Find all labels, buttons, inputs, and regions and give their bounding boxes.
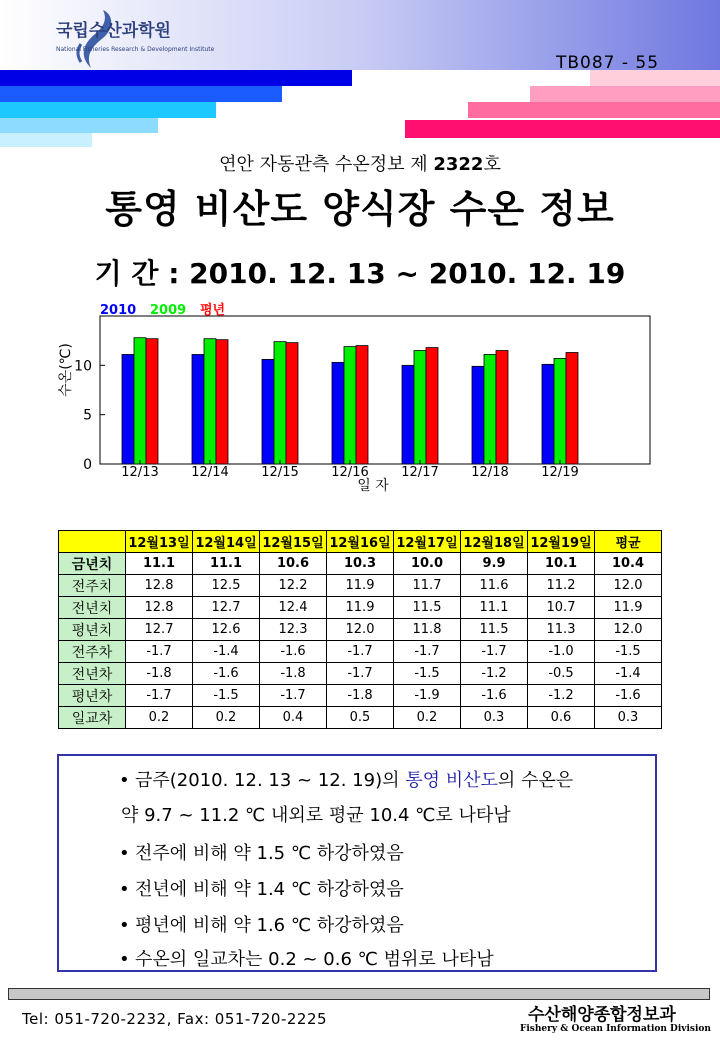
table-cell: 11.3 xyxy=(528,619,595,641)
column-header: 12월13일 xyxy=(126,531,193,553)
x-tick-label: 12/14 xyxy=(191,465,229,480)
highlight-location: 통영 비산도 xyxy=(405,770,498,791)
table-cell: -1.6 xyxy=(260,641,327,663)
summary-text: 전년에 비해 약 1.4 ℃ 하강하였음 xyxy=(135,879,404,900)
row-header: 전년차 xyxy=(59,663,126,685)
table-cell: -1.5 xyxy=(193,685,260,707)
subtitle-prefix: 연안 자동관측 수온정보 제 xyxy=(219,154,434,175)
table-cell: 11.8 xyxy=(394,619,461,641)
table-cell: -1.8 xyxy=(126,663,193,685)
table-cell: 12.8 xyxy=(126,575,193,597)
table-cell: -1.6 xyxy=(193,663,260,685)
table-cell: 0.3 xyxy=(595,707,662,729)
table-cell: -1.2 xyxy=(528,685,595,707)
table-cell: 11.6 xyxy=(461,575,528,597)
table-cell: 0.4 xyxy=(260,707,327,729)
x-axis-label: 일 자 xyxy=(357,478,389,494)
x-tick-label: 12/17 xyxy=(401,465,439,480)
table-cell: 0.6 xyxy=(528,707,595,729)
table-cell: 12.0 xyxy=(327,619,394,641)
bullet: • xyxy=(119,915,130,936)
bar-2009-12/13 xyxy=(134,338,146,464)
table-corner-cell xyxy=(59,531,126,553)
summary-text: 금주(2010. 12. 13 ~ 12. 19)의 xyxy=(135,770,406,791)
table-row xyxy=(59,707,662,729)
table-cell: -1.0 xyxy=(528,641,595,663)
summary-text: 약 9.7 ~ 11.2 ℃ 내외로 평균 10.4 ℃로 나타남 xyxy=(121,805,511,826)
column-header: 평균 xyxy=(595,531,662,553)
table-row xyxy=(59,597,662,619)
column-header: 12월18일 xyxy=(461,531,528,553)
table-cell: 0.2 xyxy=(394,707,461,729)
table-cell: -1.7 xyxy=(327,641,394,663)
x-tick-label: 12/19 xyxy=(541,465,579,480)
bar-2010-12/17 xyxy=(402,365,414,464)
bar-2010-12/15 xyxy=(262,359,274,464)
table-row xyxy=(59,685,662,707)
table-cell: -1.7 xyxy=(126,685,193,707)
bar-2009-12/18 xyxy=(484,354,496,464)
table-cell: -1.2 xyxy=(461,663,528,685)
bar-평년-12/19 xyxy=(566,353,578,464)
table-cell: 11.2 xyxy=(528,575,595,597)
summary-text: 평년에 비해 약 1.6 ℃ 하강하였음 xyxy=(135,915,404,936)
logo-subtext: National Fisheries Research & Development Institute xyxy=(56,46,215,53)
table-row xyxy=(59,575,662,597)
summary-line-4 xyxy=(119,875,404,901)
issue-number: 2322 xyxy=(433,154,484,175)
table-cell: 12.0 xyxy=(595,575,662,597)
summary-box xyxy=(57,754,657,972)
table-cell: 12.3 xyxy=(260,619,327,641)
bar-평년-12/16 xyxy=(356,346,368,464)
y-tick-label: 5 xyxy=(83,407,92,424)
table-cell: 11.1 xyxy=(126,553,193,575)
x-tick-label: 12/13 xyxy=(121,465,159,480)
bullet: • xyxy=(119,879,130,900)
table-cell: 0.5 xyxy=(327,707,394,729)
table-cell: 10.4 xyxy=(595,553,662,575)
table-cell: -1.7 xyxy=(461,641,528,663)
footer-divider xyxy=(8,988,710,1000)
report-subtitle xyxy=(0,150,720,176)
table-cell: -1.8 xyxy=(327,685,394,707)
table-cell: -1.7 xyxy=(394,641,461,663)
table-cell: 11.5 xyxy=(461,619,528,641)
table-cell: 10.6 xyxy=(260,553,327,575)
table-cell: 11.9 xyxy=(595,597,662,619)
table-cell: -1.7 xyxy=(126,641,193,663)
row-header: 일교차 xyxy=(59,707,126,729)
table-cell: -1.9 xyxy=(394,685,461,707)
bar-평년-12/17 xyxy=(426,348,438,464)
bar-평년-12/14 xyxy=(216,340,228,464)
table-cell: 11.9 xyxy=(327,597,394,619)
report-period: 기 간 : 2010. 12. 13 ~ 2010. 12. 19 xyxy=(94,257,626,290)
subtitle-suffix: 호 xyxy=(483,154,501,175)
org-name-english: Fishery & Ocean Information Division xyxy=(520,1024,711,1034)
column-header: 12월17일 xyxy=(394,531,461,553)
table-cell: 0.3 xyxy=(461,707,528,729)
summary-line-2 xyxy=(121,801,511,827)
table-cell: -1.5 xyxy=(394,663,461,685)
row-header: 전년치 xyxy=(59,597,126,619)
bullet: • xyxy=(119,843,130,864)
bar-2010-12/18 xyxy=(472,366,484,464)
table-cell: 11.1 xyxy=(193,553,260,575)
bar-2010-12/16 xyxy=(332,362,344,464)
row-header: 평년차 xyxy=(59,685,126,707)
table-cell: 0.2 xyxy=(126,707,193,729)
bar-2010-12/14 xyxy=(192,354,204,464)
table-cell: 12.0 xyxy=(595,619,662,641)
org-name-korean: 수산해양종합정보과 xyxy=(528,1005,676,1025)
bar-2010-12/19 xyxy=(542,364,554,464)
table-row xyxy=(59,619,662,641)
table-cell: -0.5 xyxy=(528,663,595,685)
legend-entry-평년: 평년 xyxy=(200,303,226,318)
row-header: 전주치 xyxy=(59,575,126,597)
summary-text: 수온의 일교차는 0.2 ~ 0.6 ℃ 범위로 나타남 xyxy=(135,949,494,970)
x-tick-label: 12/18 xyxy=(471,465,509,480)
row-header: 전주차 xyxy=(59,641,126,663)
bar-2010-12/13 xyxy=(122,354,134,464)
bar-2009-12/16 xyxy=(344,347,356,464)
summary-text: 전주에 비해 약 1.5 ℃ 하강하였음 xyxy=(135,843,404,864)
document-code: TB087 - 55 xyxy=(556,53,660,73)
table-row xyxy=(59,663,662,685)
column-header: 12월15일 xyxy=(260,531,327,553)
table-cell: 12.5 xyxy=(193,575,260,597)
table-cell: 11.5 xyxy=(394,597,461,619)
summary-line-1 xyxy=(119,766,573,792)
bar-평년-12/15 xyxy=(286,343,298,464)
bullet: • xyxy=(119,949,130,970)
table-row xyxy=(59,641,662,663)
table-cell: -1.4 xyxy=(193,641,260,663)
table-cell: -1.4 xyxy=(595,663,662,685)
bar-평년-12/18 xyxy=(496,351,508,464)
water-temperature-chart xyxy=(50,300,670,500)
table-row xyxy=(59,553,662,575)
table-cell: 12.6 xyxy=(193,619,260,641)
table-cell: 12.7 xyxy=(126,619,193,641)
bar-2009-12/19 xyxy=(554,358,566,464)
table-cell: 12.8 xyxy=(126,597,193,619)
summary-text: 의 수온은 xyxy=(497,770,574,791)
x-tick-label: 12/15 xyxy=(261,465,299,480)
legend-entry-2010: 2010 xyxy=(100,303,137,318)
y-axis-label: 수온(℃) xyxy=(58,343,74,397)
table-cell: 10.1 xyxy=(528,553,595,575)
bar-2009-12/14 xyxy=(204,339,216,464)
table-cell: -1.5 xyxy=(595,641,662,663)
bar-평년-12/13 xyxy=(146,339,158,464)
table-cell: 11.9 xyxy=(327,575,394,597)
table-cell: 12.7 xyxy=(193,597,260,619)
contact-info: Tel: 051-720-2232, Fax: 051-720-2225 xyxy=(22,1010,328,1028)
row-header: 평년치 xyxy=(59,619,126,641)
table-cell: 12.4 xyxy=(260,597,327,619)
bullet: • xyxy=(119,770,130,791)
summary-line-3 xyxy=(119,839,404,865)
table-cell: 10.0 xyxy=(394,553,461,575)
x-tick-label: 12/16 xyxy=(331,465,369,480)
table-cell: -1.7 xyxy=(327,663,394,685)
y-tick-label: 10 xyxy=(74,358,92,375)
table-cell: 10.7 xyxy=(528,597,595,619)
table-cell: 12.2 xyxy=(260,575,327,597)
temperature-table xyxy=(58,530,662,729)
summary-line-6 xyxy=(119,945,494,971)
bar-2009-12/17 xyxy=(414,351,426,464)
column-header: 12월14일 xyxy=(193,531,260,553)
table-cell: 11.1 xyxy=(461,597,528,619)
summary-line-5 xyxy=(119,911,404,937)
table-cell: -1.7 xyxy=(260,685,327,707)
column-header: 12월19일 xyxy=(528,531,595,553)
bar-2009-12/15 xyxy=(274,342,286,464)
table-cell: 0.2 xyxy=(193,707,260,729)
table-cell: -1.6 xyxy=(461,685,528,707)
table-cell: 11.7 xyxy=(394,575,461,597)
table-header-row xyxy=(59,531,662,553)
legend-entry-2009: 2009 xyxy=(150,303,187,318)
y-tick-label: 0 xyxy=(83,457,92,473)
main-title: 통영 비산도 양식장 수온 정보 xyxy=(105,187,615,231)
row-header: 금년치 xyxy=(59,553,126,575)
table-cell: -1.8 xyxy=(260,663,327,685)
table-cell: -1.6 xyxy=(595,685,662,707)
logo-text: 국립수산과학원 xyxy=(56,21,171,41)
column-header: 12월16일 xyxy=(327,531,394,553)
table-cell: 10.3 xyxy=(327,553,394,575)
table-cell: 9.9 xyxy=(461,553,528,575)
